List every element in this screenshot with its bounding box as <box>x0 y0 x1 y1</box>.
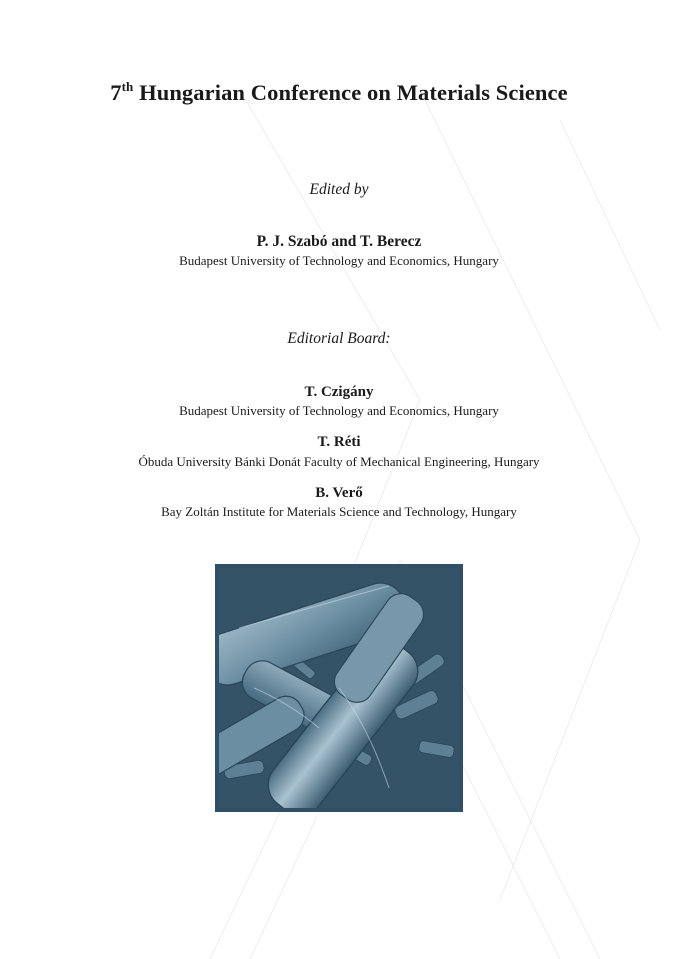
microscopy-cover-image <box>215 564 463 812</box>
board-member-name: T. Czigány <box>304 384 374 400</box>
title-superscript: th <box>121 79 134 94</box>
edited-by-label: Edited by <box>309 181 369 198</box>
title-text: Hungarian Conference on Materials Science <box>133 80 568 105</box>
conference-title <box>0 80 678 106</box>
board-member-affiliation: Óbuda University Bánki Donát Faculty of Mechanical Engineering, Hungary <box>138 454 540 469</box>
board-member-affiliation: Bay Zoltán Institute for Materials Science and Technology, Hungary <box>161 504 517 519</box>
editor-names: P. J. Szabó and T. Berecz <box>256 233 422 250</box>
editorial-board-heading: Editorial Board: <box>287 330 391 347</box>
editor-affiliation: Budapest University of Technology and Economics, Hungary <box>179 253 499 268</box>
title-number: 7 <box>110 80 122 105</box>
board-member-name: B. Verő <box>315 485 363 501</box>
board-member-affiliation: Budapest University of Technology and Economics, Hungary <box>179 403 499 418</box>
board-member-name: T. Réti <box>317 434 361 450</box>
